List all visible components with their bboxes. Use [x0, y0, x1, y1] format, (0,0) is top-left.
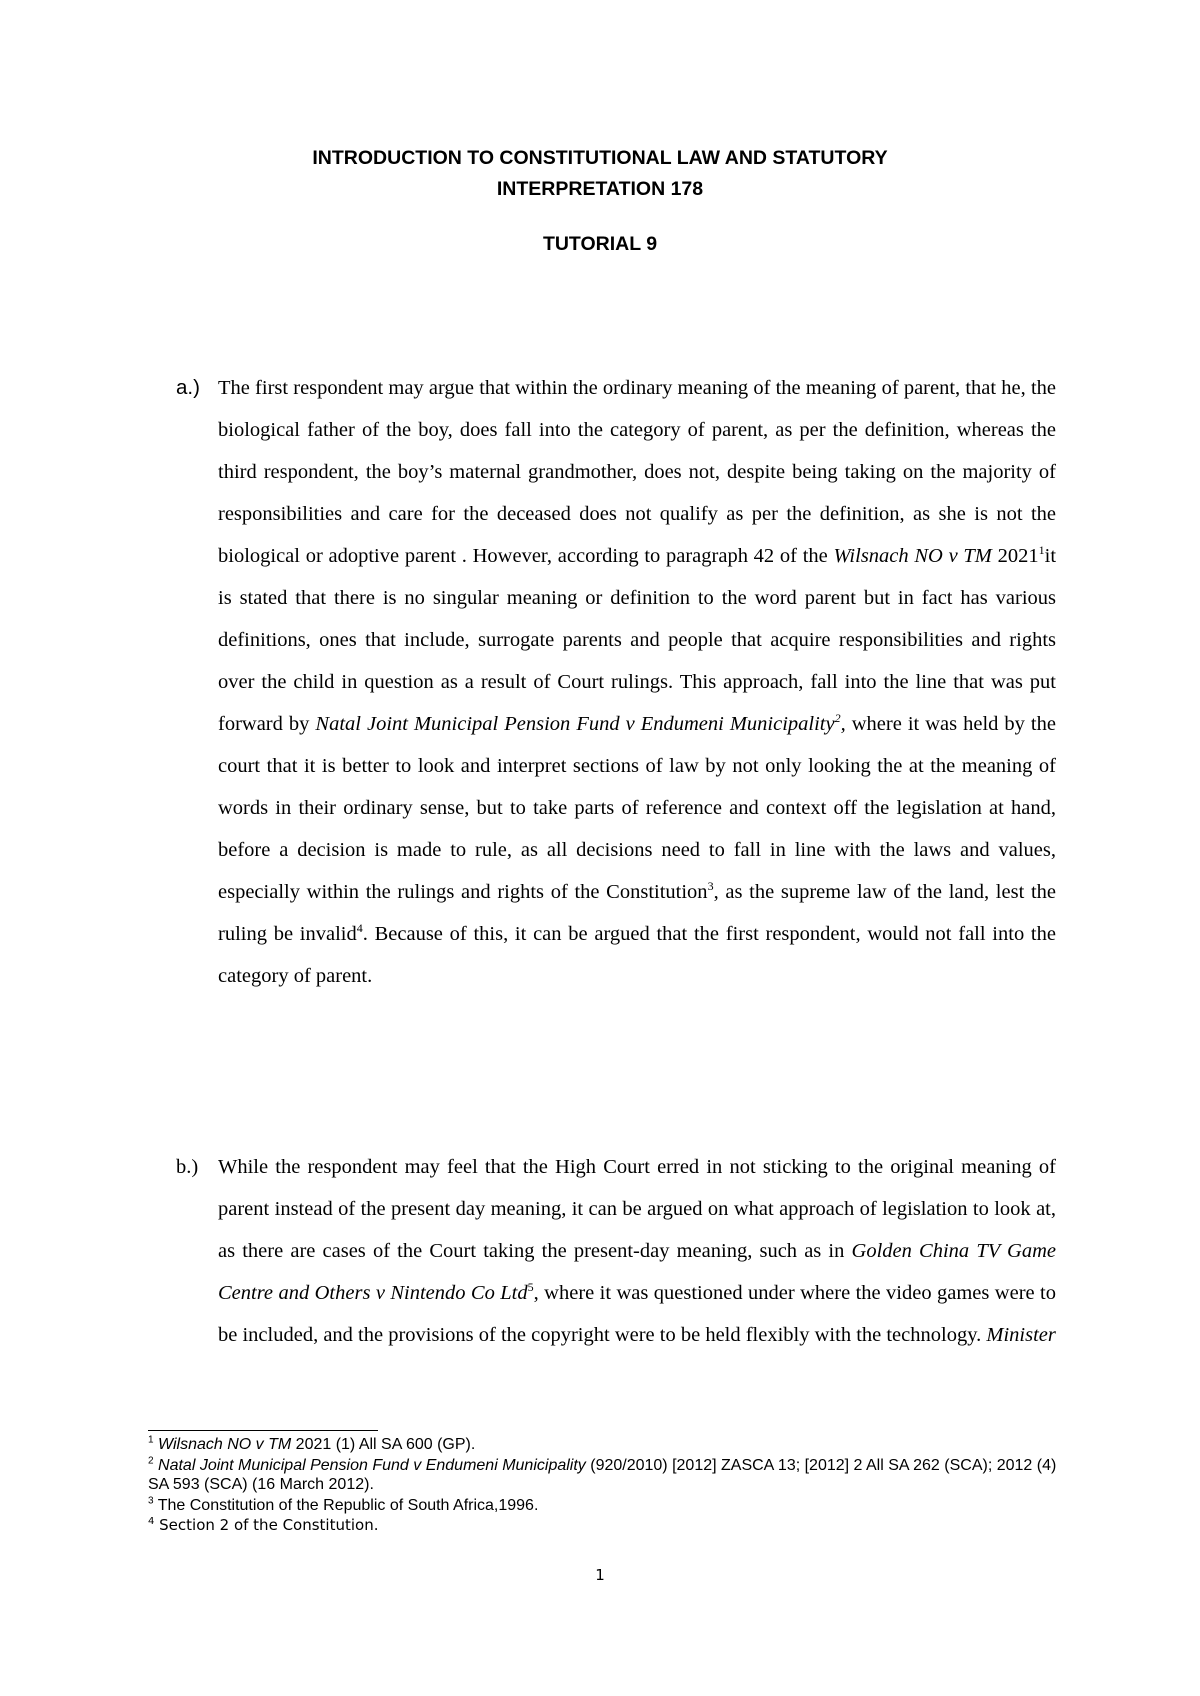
footnote-1: [148, 1435, 1058, 1454]
case-name: Golden China TV Game Centre and Others v Nintendo Co Ltd: [218, 1240, 1056, 1304]
case-name: Wilsnach NO v TM: [833, 545, 992, 567]
case-name: Minister: [986, 1324, 1056, 1346]
footnote-text: Section 2 of the Constitution.: [154, 1516, 379, 1534]
footnote-ref: 3: [707, 879, 714, 894]
paragraph-text: , where it was questioned under where the video games were to be included, and the provisions of the copyright were to be held flexibly with the technology.: [218, 1282, 1056, 1346]
footnote-text: The Constitution of the Republic of South Africa,1996.: [153, 1497, 539, 1514]
document-title-line-2: INTERPRETATION 178: [496, 178, 704, 200]
footnote-number: 2: [148, 1455, 154, 1467]
footnote-number: 3: [148, 1495, 154, 1507]
footnote-separator: [148, 1430, 378, 1431]
case-comma: ,: [840, 713, 846, 735]
case-name: Natal Joint Municipal Pension Fund v Endumeni Municipality: [315, 713, 835, 735]
footnote-4: [148, 1516, 1058, 1535]
paragraph-text: where it was held by the court that it is better to look and interpret sections of law by not only looking the at the meaning of words in their ordinary sense, but to take parts of reference and context off the legislation at hand, before a decision is made to rule, as all decisions need to fall in line with the laws and values, especially within the rulings and rights of the Constitution: [218, 713, 1056, 903]
document-title-line-1: INTRODUCTION TO CONSTITUTIONAL LAW AND STATUTORY: [312, 147, 888, 169]
footnote-citation: (920/2010) [2012] ZASCA 13; [2012] 2 All SA 262 (SCA); 2012 (4) SA 593 (SCA) (16 March 2012).: [148, 1457, 1057, 1493]
tutorial-heading: TUTORIAL 9: [542, 233, 658, 255]
answer-paragraph-b: [176, 1146, 1056, 1356]
footnote-case: Wilsnach NO v TM: [158, 1436, 292, 1453]
footnote-number: 4: [148, 1516, 155, 1527]
list-marker-a: a.): [176, 376, 200, 399]
paragraph-text: While the respondent may feel that the High Court erred in not sticking to the original meaning of parent instead of the present day meaning, it can be argued on what approach of legislation to look at, as there are cases of the Court taking the present-day meaning, such as in: [218, 1156, 1056, 1262]
footnote-number: 1: [148, 1434, 154, 1446]
footnote-citation: 2021 (1) All SA 600 (GP).: [291, 1436, 476, 1453]
footnote-case: Natal Joint Municipal Pension Fund v Endumeni Municipality: [158, 1457, 586, 1474]
paragraph-text: it is stated that there is no singular meaning or definition to the word parent but in fact has various definitions, ones that include, surrogate parents and people that acquire responsibilities and rights over the child in question as a result of Court rulings. This approach, fall into the line that was put forward by: [218, 545, 1057, 735]
footnote-ref: 1: [1038, 543, 1045, 558]
footnote-ref: 2: [834, 711, 841, 726]
footnote-3: [148, 1496, 1058, 1515]
footnote-2: [148, 1456, 1058, 1494]
footnote-ref: 4: [356, 921, 363, 936]
paragraph-text: 2021: [991, 545, 1039, 567]
page-number: 1: [595, 1566, 605, 1584]
paragraph-text: The first respondent may argue that within the ordinary meaning of the meaning of parent, that he, the biological father of the boy, does fall into the category of parent, as per the definition, whereas the third respondent, the boy’s maternal grandmother, does not, despite being taking on the majority of responsibilities and care for the deceased does not qualify as per the definition, as she is not the biological or adoptive parent . However, according to paragraph 42 of the: [218, 377, 1056, 567]
answer-paragraph-a: [176, 367, 1057, 997]
list-marker-b: b.): [176, 1156, 199, 1178]
paragraph-text: , as the supreme law of the land, lest the ruling be invalid: [218, 881, 1056, 945]
paragraph-text: . Because of this, it can be argued that the first respondent, would not fall into the category of parent.: [218, 923, 1056, 987]
footnote-ref: 5: [527, 1280, 534, 1295]
